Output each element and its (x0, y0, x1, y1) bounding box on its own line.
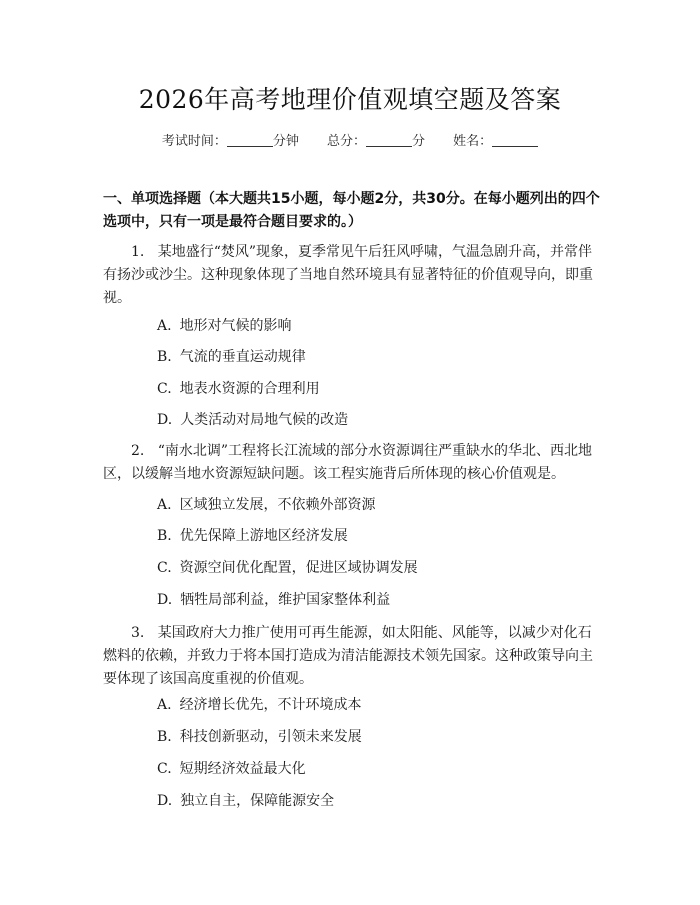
option-letter: B. (157, 349, 172, 365)
option-letter: A. (157, 697, 172, 713)
question-2-text: “南水北调”工程将长江流域的部分水资源调往严重缺水的华北、西北地区，以缓解当地水资源短缺问题。该工程实施背后所体现的核心价值观是。 (103, 443, 593, 482)
option-letter: B. (157, 528, 172, 544)
document-title: 2026年高考地理价值观填空题及答案 (138, 85, 562, 114)
option-letter: A. (157, 497, 172, 513)
question-2-option-c (157, 558, 418, 578)
question-3-option-a (157, 695, 362, 715)
question-2-option-a (157, 495, 376, 515)
question-2-option-d (157, 590, 390, 610)
question-1-option-b (157, 347, 306, 367)
question-1-option-d (157, 410, 348, 430)
option-text: 独立自主，保障能源安全 (180, 793, 335, 809)
section-heading: 一、单项选择题（本大题共15小题，每小题2分，共30分。在每小题列出的四个选项中，只有一项是最符合题目要求的。） (103, 191, 600, 230)
option-text: 气流的垂直运动规律 (179, 349, 306, 365)
question-1-text: 某地盛行“焚风”现象，夏季常见午后狂风呼啸，气温急剧升高，并常伴有扬沙或沙尘。这种现象体现了当地自然环境具有显著特征的价值观导向，即重视。 (103, 244, 593, 306)
question-3-number: 3. (131, 625, 145, 641)
total-score-unit: 分 (412, 134, 426, 149)
exam-time-blank (227, 132, 273, 147)
option-text: 短期经济效益最大化 (179, 761, 306, 777)
total-score-label: 总分： (326, 134, 366, 149)
option-text: 人类活动对局地气候的改造 (180, 412, 349, 428)
option-letter: C. (157, 761, 172, 777)
question-3-option-c (157, 759, 306, 779)
total-score-field (327, 132, 425, 152)
option-text: 地形对气候的影响 (179, 318, 292, 334)
option-text: 牺牲局部利益，维护国家整体利益 (180, 592, 391, 608)
question-3 (103, 622, 600, 691)
question-3-option-b (157, 727, 362, 747)
option-text: 优先保障上游地区经济发展 (179, 528, 348, 544)
total-score-blank (366, 132, 412, 147)
option-text: 科技创新驱动，引领未来发展 (179, 729, 362, 745)
option-letter: B. (157, 729, 172, 745)
question-1-option-a (157, 316, 292, 336)
option-letter: C. (157, 560, 172, 576)
question-1-option-c (157, 379, 320, 399)
option-letter: C. (157, 381, 172, 397)
option-letter: D. (157, 793, 173, 809)
question-3-text: 某国政府大力推广使用可再生能源，如太阳能、风能等，以减少对化石燃料的依赖，并致力于将本国打造成为清洁能源技术领先国家。这种政策导向主要体现了该国高度重视的价值观。 (103, 625, 593, 687)
question-1-number: 1. (131, 244, 145, 260)
question-2 (103, 440, 600, 486)
name-blank (492, 132, 538, 147)
question-2-number: 2. (131, 443, 145, 459)
option-text: 经济增长优先，不计环境成本 (179, 697, 362, 713)
question-1 (103, 241, 600, 310)
name-field (453, 132, 538, 152)
option-letter: D. (157, 592, 173, 608)
question-2-option-b (157, 526, 348, 546)
exam-meta-line (0, 132, 700, 152)
option-text: 地表水资源的合理利用 (179, 381, 320, 397)
name-label: 姓名： (453, 134, 493, 149)
exam-time-field (162, 132, 299, 152)
option-letter: A. (157, 318, 172, 334)
option-text: 资源空间优化配置，促进区域协调发展 (179, 560, 418, 576)
exam-time-unit: 分钟 (272, 134, 299, 149)
option-letter: D. (157, 412, 173, 428)
question-3-option-d (157, 791, 334, 811)
option-text: 区域独立发展，不依赖外部资源 (179, 497, 376, 513)
exam-time-label: 考试时间： (161, 134, 227, 149)
